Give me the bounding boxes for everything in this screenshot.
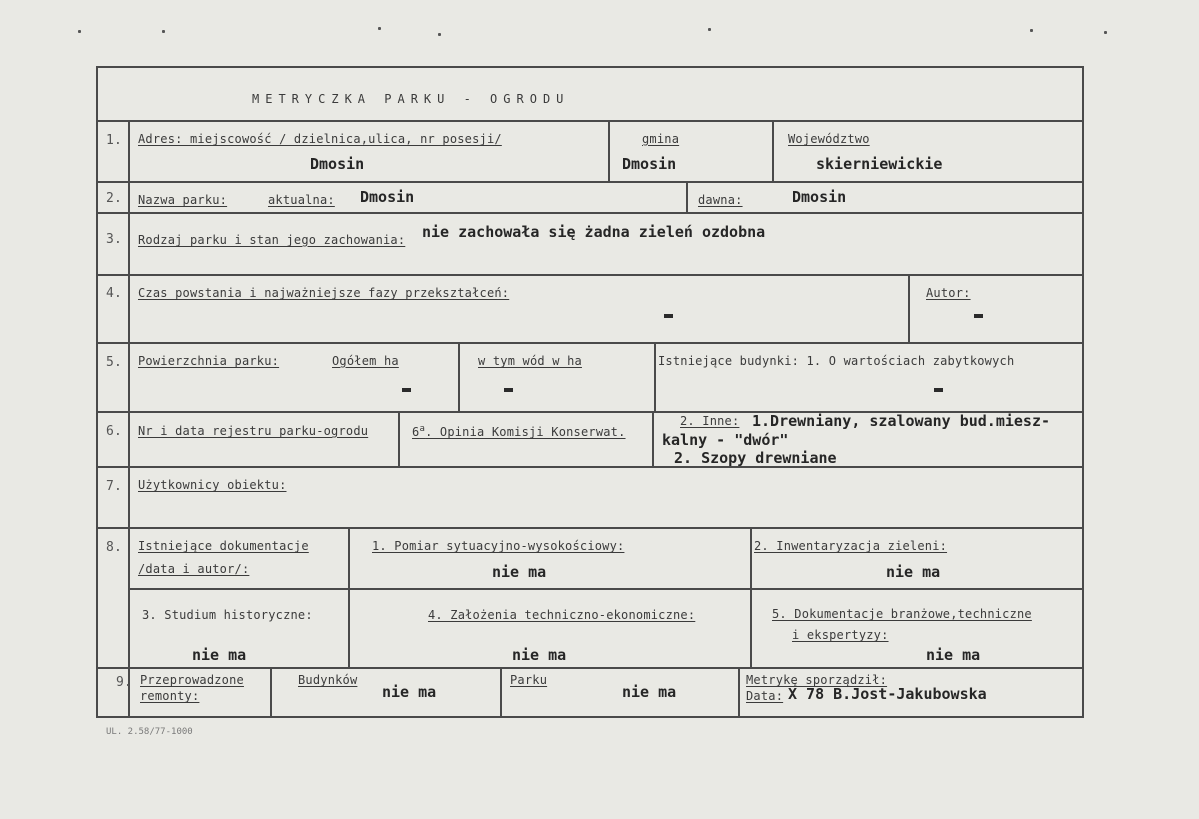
former-name-value: Dmosin	[792, 188, 847, 206]
row-number: 3.	[106, 232, 123, 247]
repairs-label-1: Przeprowadzone	[140, 673, 244, 687]
row-number: 2.	[106, 191, 123, 206]
row6-divider-b	[652, 411, 654, 467]
industry-docs-label-2: i ekspertyzy:	[792, 628, 889, 642]
rule-after-row4	[96, 342, 1084, 344]
register-label: Nr i data rejestru parku-ogrodu	[138, 424, 369, 438]
total-area-label: Ogółem ha	[332, 354, 399, 368]
row-number: 9.	[116, 675, 133, 690]
paper-speck	[708, 28, 711, 31]
date-author-value: X 78 B.Jost-Jakubowska	[788, 685, 987, 703]
rule-row8-mid	[128, 588, 1084, 590]
frame-right	[1082, 66, 1084, 718]
date-label: Data:	[746, 689, 784, 703]
voivodeship-value: skierniewickie	[816, 155, 943, 173]
survey-label: 1. Pomiar sytuacyjno-wysokościowy:	[372, 539, 625, 553]
rule-after-row8	[96, 667, 1084, 669]
industry-docs-label-1: 5. Dokumentacje branżowe,techniczne	[772, 607, 1032, 621]
row8-divider-b	[750, 527, 752, 668]
water-area-label: w tym wód w ha	[478, 354, 582, 368]
repairs-label-2: remonty:	[140, 689, 200, 703]
address-value: Dmosin	[310, 155, 365, 173]
gmina-value: Dmosin	[622, 155, 677, 173]
documentation-label-2: /data i autor/:	[138, 562, 250, 576]
users-label: Użytkownicy obiektu:	[138, 478, 287, 492]
paper-speck	[438, 33, 441, 36]
history-phases-dash	[664, 314, 673, 318]
paper-speck	[378, 27, 381, 30]
documentation-label-1: Istniejące dokumentacje	[138, 539, 309, 553]
repairs-park-label: Parku	[510, 673, 548, 687]
history-phases-label: Czas powstania i najważniejsze fazy przekształceń:	[138, 286, 510, 300]
row-number: 5.	[106, 355, 123, 370]
rule-after-title	[96, 120, 1084, 122]
form-print-code: UL. 2.58/77-1000	[106, 727, 193, 737]
greenery-inventory-label: 2. Inwentaryzacja zieleni:	[754, 539, 948, 553]
current-name-label: aktualna:	[268, 193, 335, 207]
repairs-park-value: nie ma	[622, 683, 677, 701]
technical-economic-label: 4. Założenia techniczno-ekonomiczne:	[428, 608, 696, 622]
row6-divider-a	[398, 411, 400, 467]
historical-study-label: 3. Studium historyczne:	[142, 608, 313, 622]
commission-opinion-label: 6$^a$. Opinia Komisji Konserwat.	[412, 424, 626, 439]
row5-divider-b	[654, 342, 656, 412]
park-type-value: nie zachowała się żadna zieleń ozdobna	[422, 223, 766, 241]
voivodeship-label: Województwo	[788, 132, 870, 146]
row-number: 1.	[106, 133, 123, 148]
paper-speck	[78, 30, 81, 33]
paper-speck	[1104, 31, 1107, 34]
park-name-label: Nazwa parku:	[138, 193, 228, 207]
row9-divider-a	[270, 667, 272, 717]
row5-divider-a	[458, 342, 460, 412]
existing-buildings-dash	[934, 388, 943, 392]
row2-divider	[686, 181, 688, 213]
row-number: 6.	[106, 424, 123, 439]
row9-divider-c	[738, 667, 740, 717]
other-buildings-line-1: 1.Drewniany, szalowany bud.miesz-	[752, 412, 1051, 430]
author-label: Autor:	[926, 286, 971, 300]
row-number: 8.	[106, 540, 123, 555]
rule-after-row2	[96, 212, 1084, 214]
row-number: 7.	[106, 479, 123, 494]
gmina-label: gmina	[642, 132, 680, 146]
existing-buildings-label: Istniejące budynki: 1. O wartościach zabytkowych	[658, 354, 1015, 368]
industry-docs-value: nie ma	[926, 646, 981, 664]
repairs-buildings-label: Budynków	[298, 673, 358, 687]
paper-speck	[1030, 29, 1033, 32]
park-type-label: Rodzaj parku i stan jego zachowania:	[138, 233, 406, 247]
prepared-by-label: Metrykę sporządził:	[746, 673, 888, 687]
total-area-dash	[402, 388, 411, 392]
paper-speck	[162, 30, 165, 33]
other-buildings-label: 2. Inne:	[680, 414, 740, 428]
row8-divider-c	[348, 588, 350, 668]
survey-value: nie ma	[492, 563, 547, 581]
rule-after-row6	[96, 466, 1084, 468]
address-label: Adres: miejscowość / dzielnica,ulica, nr posesji/	[138, 132, 502, 146]
other-buildings-line-2: kalny - "dwór"	[662, 431, 789, 449]
row8-divider-a	[348, 527, 350, 589]
author-dash	[974, 314, 983, 318]
park-record-card	[96, 66, 1082, 716]
row9-divider-b	[500, 667, 502, 717]
frame-bottom	[96, 716, 1084, 718]
rule-after-row3	[96, 274, 1084, 276]
former-name-label: dawna:	[698, 193, 743, 207]
current-name-value: Dmosin	[360, 188, 415, 206]
number-column-rule	[128, 120, 130, 718]
historical-study-value: nie ma	[192, 646, 247, 664]
frame-left	[96, 66, 98, 718]
technical-economic-value: nie ma	[512, 646, 567, 664]
row1-divider-b	[772, 120, 774, 182]
rule-after-row7	[96, 527, 1084, 529]
greenery-inventory-value: nie ma	[886, 563, 941, 581]
page-title: METRYCZKA PARKU - OGRODU	[252, 92, 570, 106]
frame-top	[96, 66, 1084, 68]
row-number: 4.	[106, 286, 123, 301]
row1-divider-a	[608, 120, 610, 182]
repairs-buildings-value: nie ma	[382, 683, 437, 701]
park-area-label: Powierzchnia parku:	[138, 354, 280, 368]
other-buildings-line-3: 2. Szopy drewniane	[674, 449, 837, 467]
row4-divider	[908, 274, 910, 344]
water-area-dash	[504, 388, 513, 392]
rule-after-row1	[96, 181, 1084, 183]
